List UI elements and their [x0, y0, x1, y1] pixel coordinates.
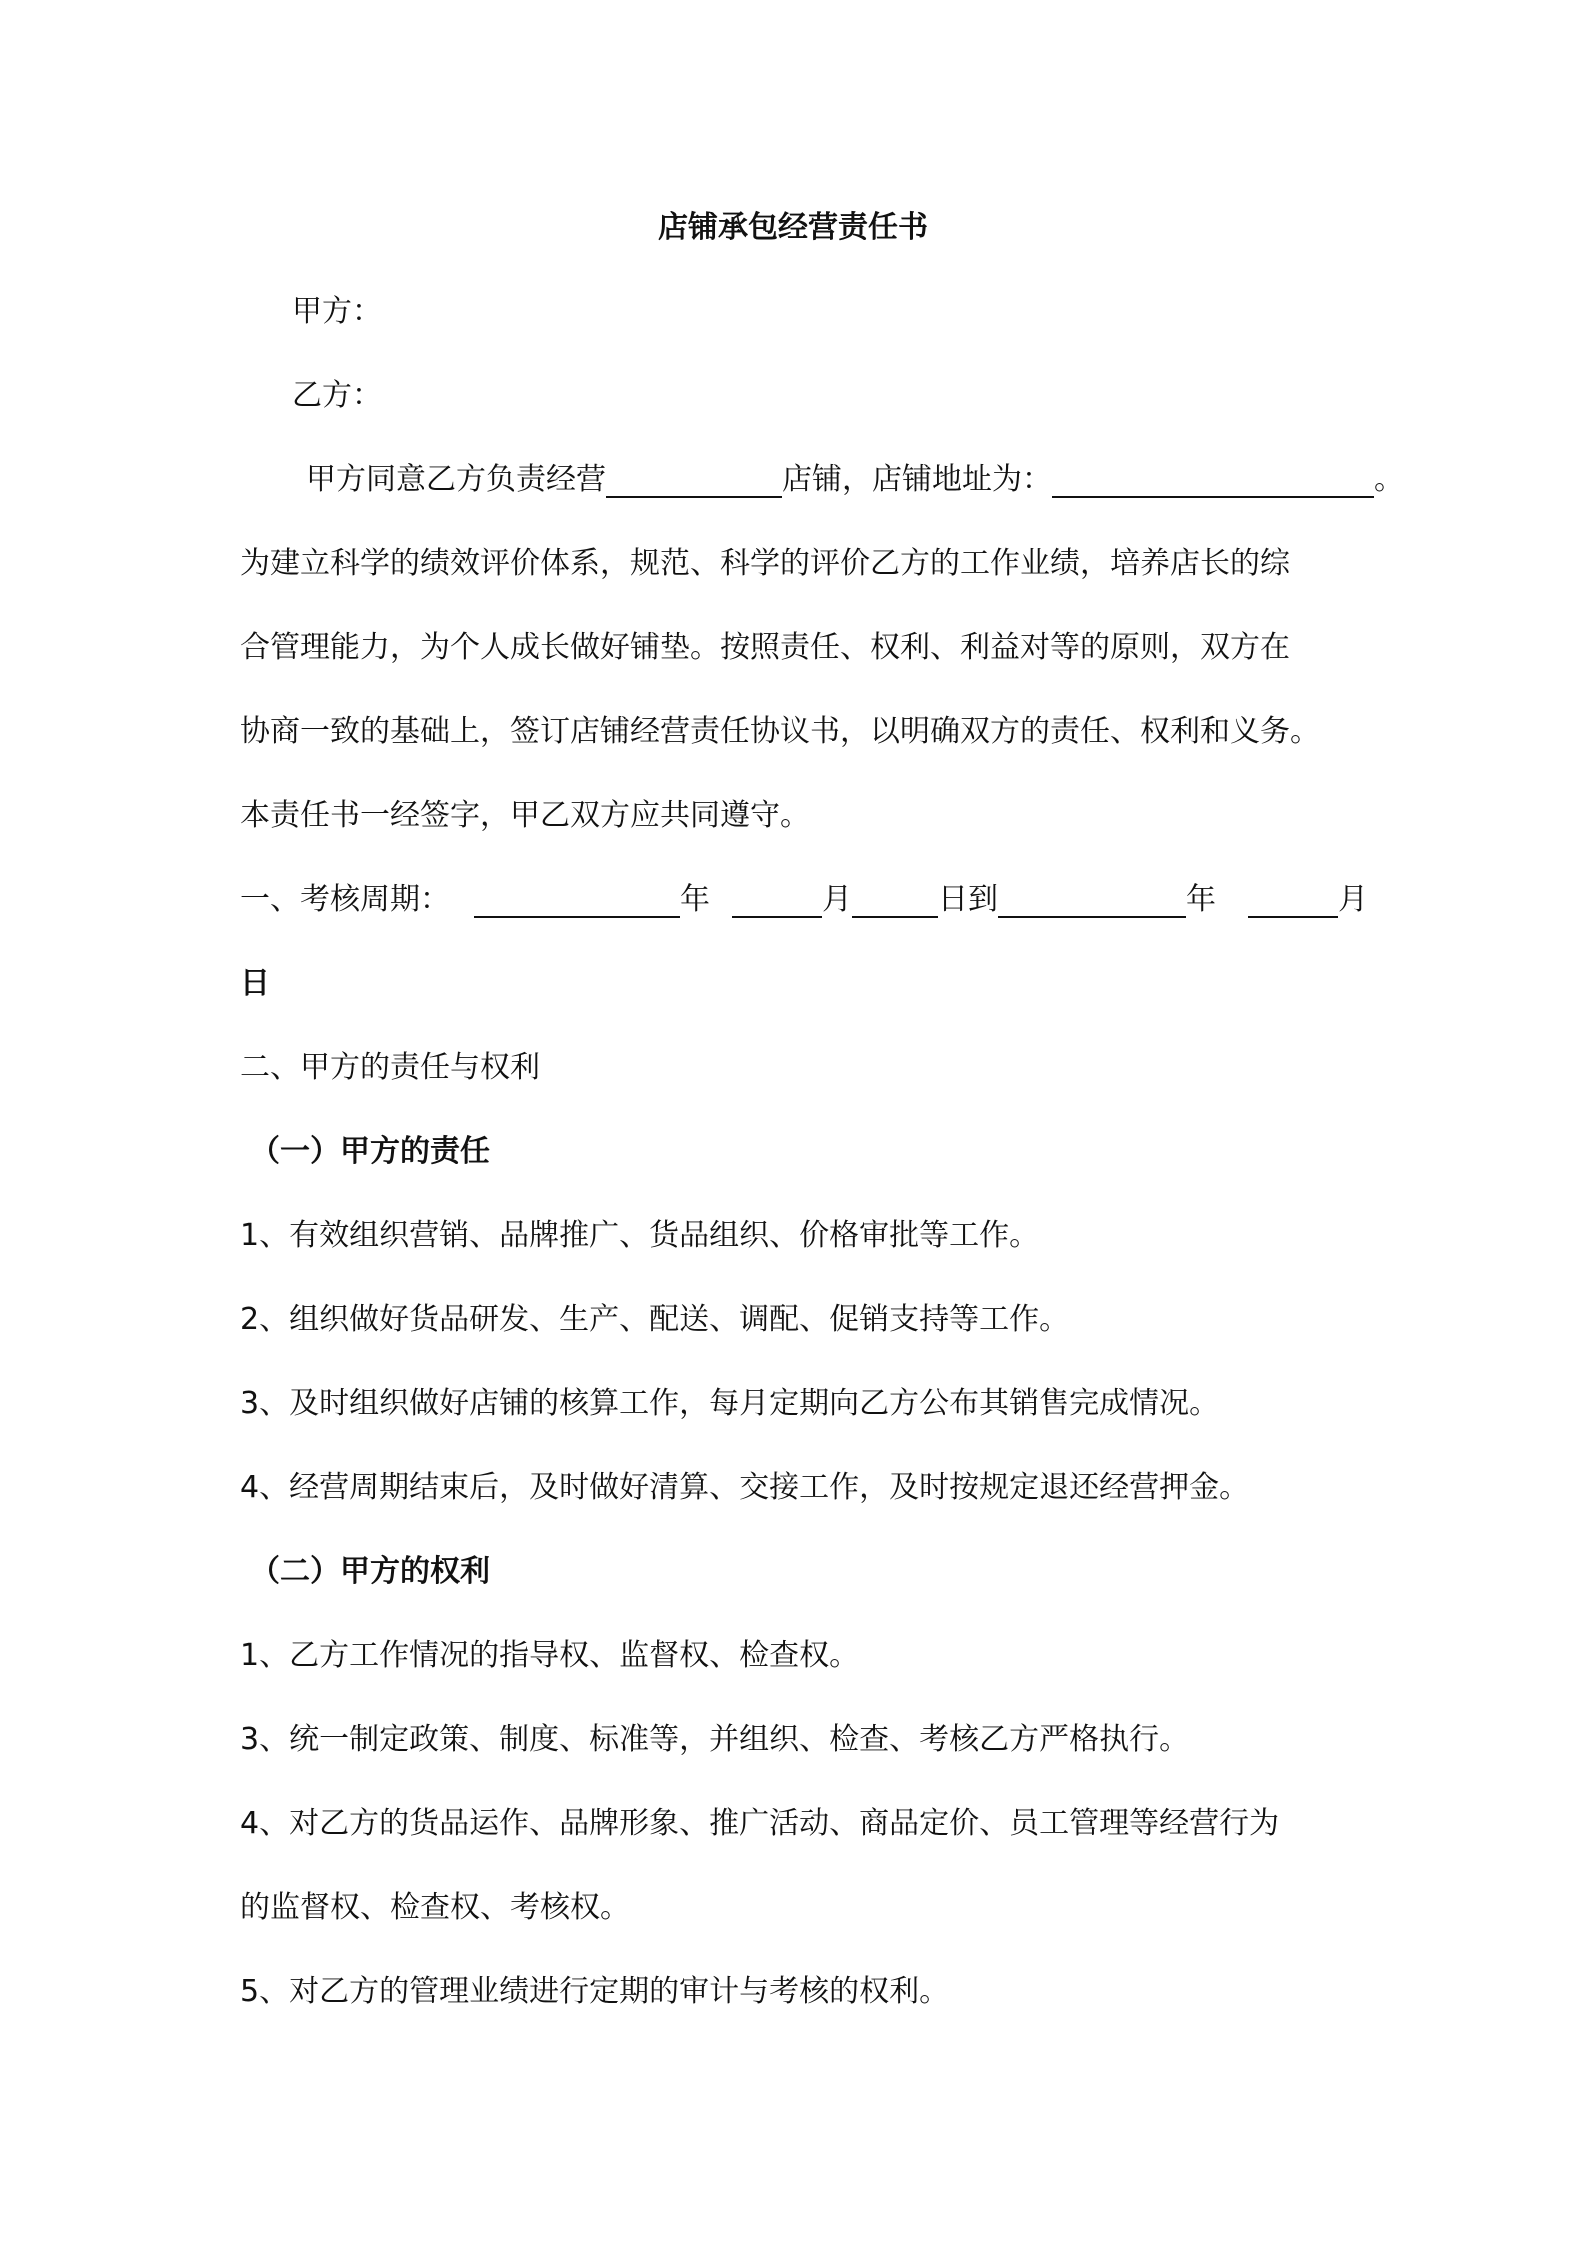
- responsibility-item-1: 1、有效组织营销、品牌推广、货品组织、价格审批等工作。: [240, 1218, 1040, 1253]
- section-2-heading: 二、甲方的责任与权利: [240, 1050, 540, 1085]
- period-label: 一、考核周期：: [240, 882, 450, 917]
- intro-line-4: 协商一致的基础上，签订店铺经营责任协议书，以明确双方的责任、权利和义务。: [240, 714, 1320, 749]
- end-year-blank: [998, 882, 1186, 918]
- intro-line-5: 本责任书一经签字，甲乙双方应共同遵守。: [240, 798, 810, 833]
- right-item-4: 4、对乙方的货品运作、品牌形象、推广活动、商品定价、员工管理等经营行为: [240, 1806, 1280, 1841]
- party-a-label: 甲方：: [292, 294, 382, 329]
- intro-text-b: 店铺，店铺地址为：: [782, 462, 1052, 497]
- intro-line-3: 合管理能力，为个人成长做好铺垫。按照责任、权利、利益对等的原则，双方在: [240, 630, 1290, 665]
- start-month-blank: [732, 882, 822, 918]
- period-month: 月: [822, 882, 852, 917]
- responsibility-item-3: 3、及时组织做好店铺的核算工作，每月定期向乙方公布其销售完成情况。: [240, 1386, 1220, 1421]
- document-title: 店铺承包经营责任书: [658, 210, 928, 245]
- period-year-2: 年: [1186, 882, 1216, 917]
- intro-line-2: 为建立科学的绩效评价体系，规范、科学的评价乙方的工作业绩，培养店长的综: [240, 546, 1290, 581]
- party-b-label: 乙方：: [292, 378, 382, 413]
- intro-text-c: 。: [1374, 462, 1404, 497]
- intro-text-a: 甲方同意乙方负责经营: [306, 462, 606, 497]
- right-item-3: 3、统一制定政策、制度、标准等，并组织、检查、考核乙方严格执行。: [240, 1722, 1190, 1757]
- right-item-4-continued: 的监督权、检查权、考核权。: [240, 1890, 630, 1925]
- start-year-blank: [474, 882, 680, 918]
- assessment-period-line: [240, 880, 1368, 920]
- responsibility-item-4: 4、经营周期结束后，及时做好清算、交接工作，及时按规定退还经营押金。: [240, 1470, 1250, 1505]
- subsection-1-heading: （一）甲方的责任: [250, 1134, 490, 1169]
- subsection-2-heading: （二）甲方的权利: [250, 1554, 490, 1589]
- period-month-2: 月: [1338, 882, 1368, 917]
- period-year: 年: [680, 882, 710, 917]
- end-month-blank: [1248, 882, 1338, 918]
- start-day-blank: [852, 882, 938, 918]
- responsibility-item-2: 2、组织做好货品研发、生产、配送、调配、促销支持等工作。: [240, 1302, 1070, 1337]
- store-name-blank: [606, 462, 782, 498]
- right-item-1: 1、乙方工作情况的指导权、监督权、检查权。: [240, 1638, 860, 1673]
- right-item-5: 5、对乙方的管理业绩进行定期的审计与考核的权利。: [240, 1974, 950, 2009]
- period-day-to: 日到: [938, 882, 998, 917]
- store-address-blank: [1052, 462, 1374, 498]
- period-day-end: 日: [240, 966, 270, 1001]
- intro-line-1: [306, 460, 1404, 500]
